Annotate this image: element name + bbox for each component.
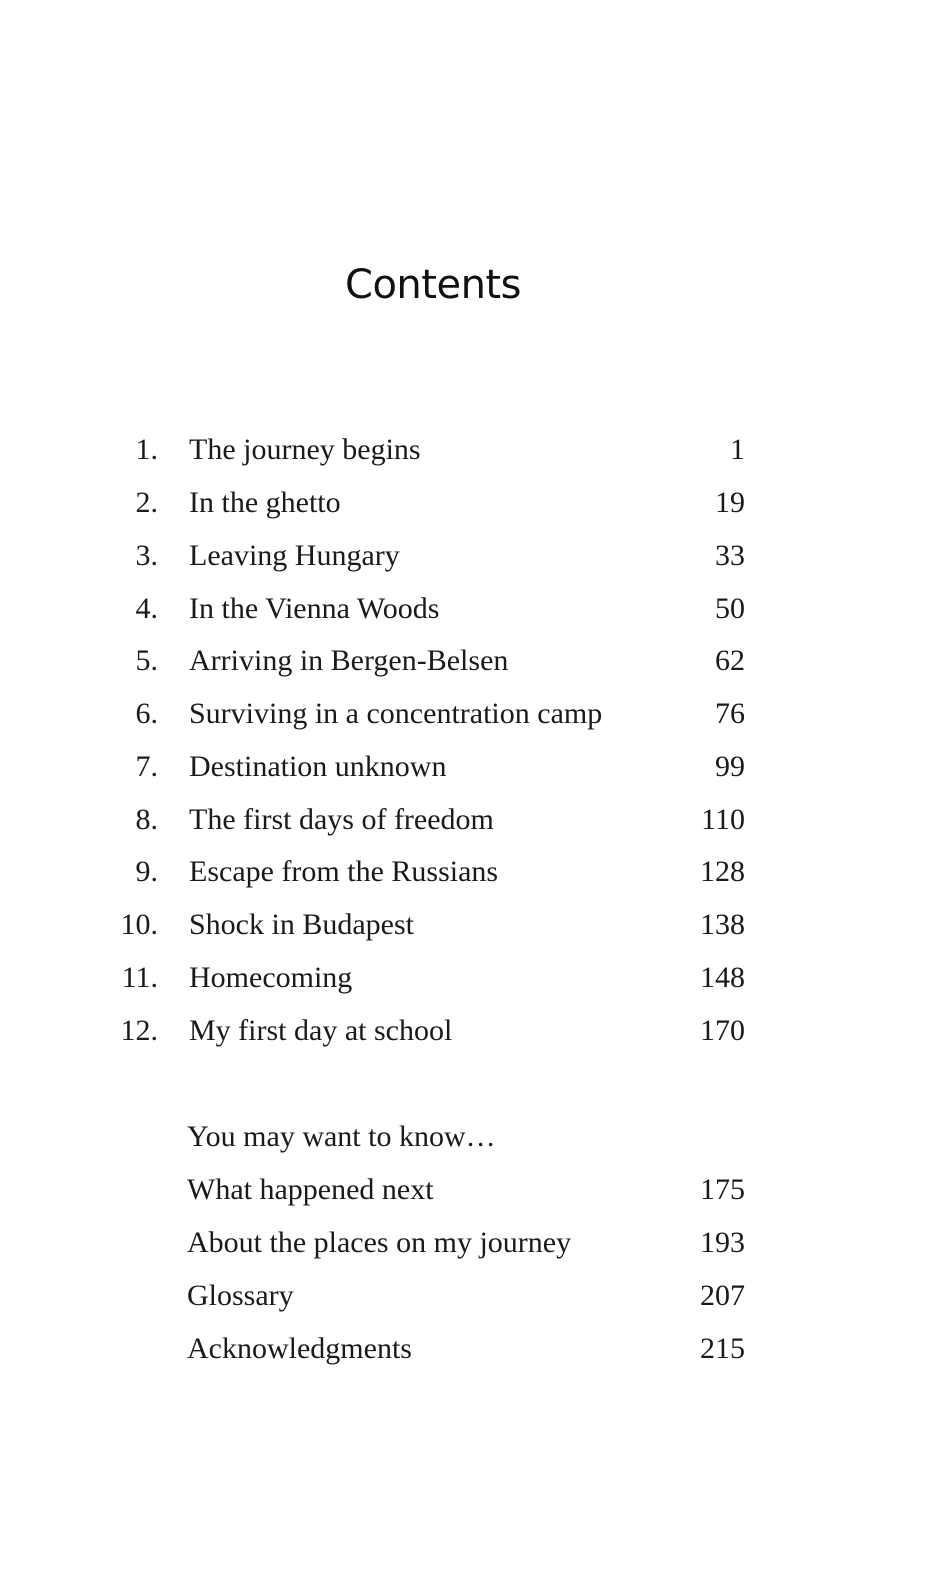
chapter-title: Leaving Hungary (189, 539, 400, 572)
chapter-number: 5. (135, 644, 158, 677)
toc-entry (0, 430, 952, 470)
chapter-number: 2. (135, 486, 158, 519)
page-number: 99 (715, 750, 745, 783)
page-title: Contents (345, 262, 521, 308)
appendix-title: About the places on my journey (187, 1226, 572, 1259)
page-number: 215 (700, 1332, 745, 1365)
toc-entry (0, 536, 952, 576)
chapter-title: In the Vienna Woods (189, 592, 440, 625)
appendix-title: Glossary (187, 1279, 294, 1312)
toc-entry (0, 747, 952, 787)
chapter-title: Shock in Budapest (189, 908, 414, 941)
page-number: 33 (715, 539, 745, 572)
appendix-title: Acknowledgments (187, 1332, 412, 1365)
toc-entry (0, 483, 952, 523)
appendix-entry (0, 1329, 952, 1369)
page-number: 110 (701, 803, 745, 836)
appendix-heading: You may want to know… (187, 1120, 496, 1153)
toc-entry (0, 641, 952, 681)
chapter-title: Arriving in Bergen-Belsen (189, 644, 509, 677)
appendix-entry (0, 1276, 952, 1316)
page-number: 62 (715, 644, 745, 677)
chapter-number: 6. (135, 697, 158, 730)
page-number: 19 (715, 486, 745, 519)
toc-entry (0, 800, 952, 840)
page-number: 76 (715, 697, 745, 730)
chapter-title: Homecoming (189, 961, 353, 994)
page-number: 175 (700, 1173, 745, 1206)
chapter-number: 4. (135, 592, 158, 625)
appendix-entry (0, 1170, 952, 1210)
page-number: 138 (700, 908, 745, 941)
chapter-number: 9. (135, 855, 158, 888)
chapter-number: 8. (135, 803, 158, 836)
page-number: 207 (700, 1279, 745, 1312)
chapter-title: Destination unknown (189, 750, 447, 783)
chapter-number: 1. (135, 433, 158, 466)
chapter-title: In the ghetto (189, 486, 341, 519)
chapter-number: 3. (135, 539, 158, 572)
chapter-title: The first days of freedom (189, 803, 494, 836)
toc-entry (0, 694, 952, 734)
toc-entry (0, 589, 952, 629)
toc-entry (0, 958, 952, 998)
toc-entry (0, 1011, 952, 1051)
appendix-title: What happened next (187, 1173, 434, 1206)
chapter-number: 12. (120, 1014, 158, 1047)
page-number: 1 (730, 433, 745, 466)
appendix-entry (0, 1223, 952, 1263)
page-number: 170 (700, 1014, 745, 1047)
page-number: 148 (700, 961, 745, 994)
toc-entry (0, 905, 952, 945)
page-number: 193 (700, 1226, 745, 1259)
page-number: 50 (715, 592, 745, 625)
chapter-title: Surviving in a concentration camp (189, 697, 603, 730)
page-number: 128 (700, 855, 745, 888)
chapter-number: 7. (135, 750, 158, 783)
chapter-title: My first day at school (189, 1014, 453, 1047)
chapter-title: The journey begins (189, 433, 421, 466)
chapter-number: 10. (120, 908, 158, 941)
chapter-number: 11. (121, 961, 158, 994)
chapter-title: Escape from the Russians (189, 855, 499, 888)
toc-entry (0, 852, 952, 892)
